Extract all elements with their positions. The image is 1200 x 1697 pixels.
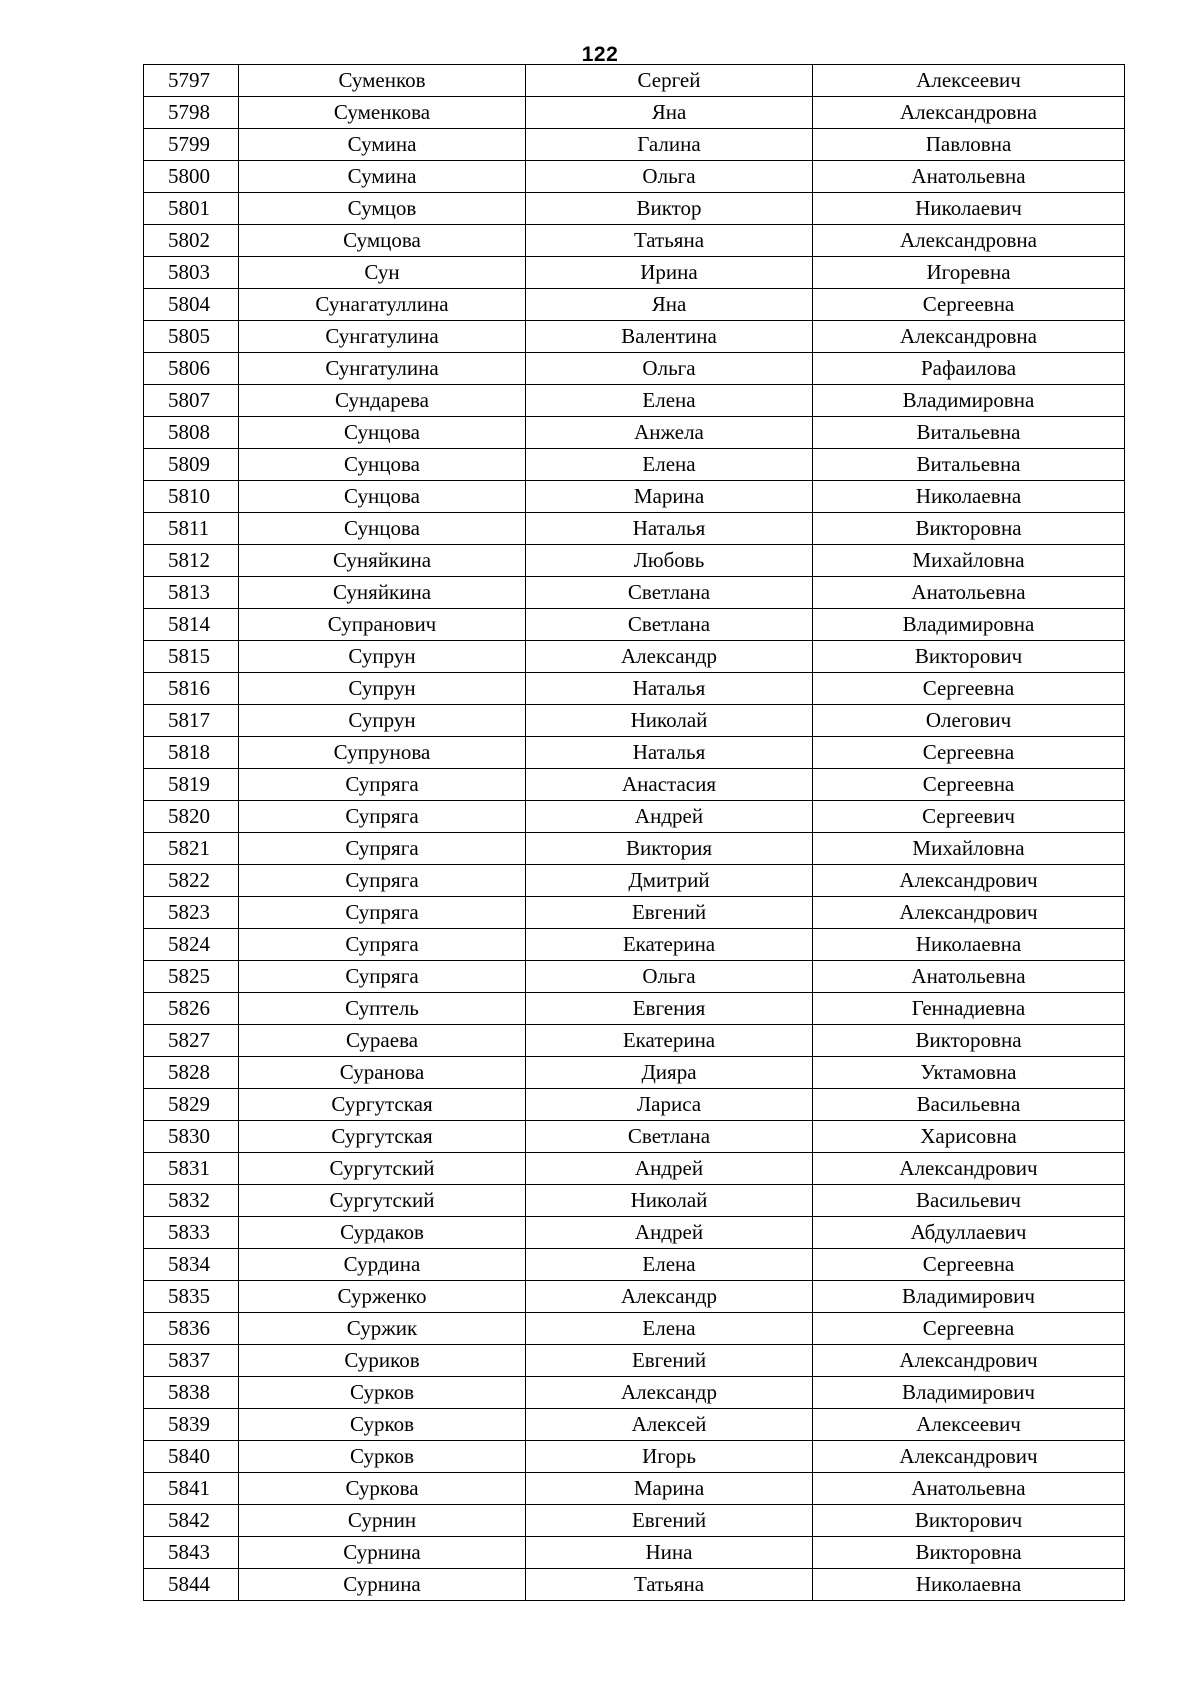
last-name-cell: Сурженко [239, 1281, 526, 1313]
first-name-cell: Евгений [526, 1345, 813, 1377]
last-name-cell: Сурнин [239, 1505, 526, 1537]
name-list-table [143, 64, 1125, 1601]
page-number: 122 [581, 43, 619, 66]
row-number-cell: 5801 [144, 193, 239, 225]
table-row [144, 577, 1125, 609]
row-number-cell: 5843 [144, 1537, 239, 1569]
table-row [144, 1185, 1125, 1217]
patronymic-cell: Владимировна [813, 609, 1125, 641]
row-number-cell: 5816 [144, 673, 239, 705]
first-name-cell: Любовь [526, 545, 813, 577]
first-name-cell: Нина [526, 1537, 813, 1569]
first-name-cell: Александр [526, 1377, 813, 1409]
last-name-cell: Сумцова [239, 225, 526, 257]
table-row [144, 545, 1125, 577]
last-name-cell: Сун [239, 257, 526, 289]
row-number-cell: 5825 [144, 961, 239, 993]
last-name-cell: Сурдина [239, 1249, 526, 1281]
table-row [144, 705, 1125, 737]
first-name-cell: Яна [526, 97, 813, 129]
last-name-cell: Сургутская [239, 1089, 526, 1121]
first-name-cell: Евгений [526, 897, 813, 929]
table-row [144, 1217, 1125, 1249]
first-name-cell: Виктория [526, 833, 813, 865]
patronymic-cell: Викторович [813, 1505, 1125, 1537]
patronymic-cell: Николаевич [813, 193, 1125, 225]
first-name-cell: Марина [526, 1473, 813, 1505]
patronymic-cell: Николаевна [813, 481, 1125, 513]
table-row [144, 961, 1125, 993]
last-name-cell: Сунагатуллина [239, 289, 526, 321]
last-name-cell: Суняйкина [239, 577, 526, 609]
first-name-cell: Елена [526, 1249, 813, 1281]
patronymic-cell: Сергеевна [813, 737, 1125, 769]
first-name-cell: Галина [526, 129, 813, 161]
patronymic-cell: Рафаилова [813, 353, 1125, 385]
row-number-cell: 5823 [144, 897, 239, 929]
row-number-cell: 5824 [144, 929, 239, 961]
table-row [144, 225, 1125, 257]
last-name-cell: Супряга [239, 769, 526, 801]
patronymic-cell: Сергеевна [813, 1249, 1125, 1281]
last-name-cell: Сургутская [239, 1121, 526, 1153]
row-number-cell: 5820 [144, 801, 239, 833]
patronymic-cell: Витальевна [813, 449, 1125, 481]
table-row [144, 1121, 1125, 1153]
patronymic-cell: Сергеевич [813, 801, 1125, 833]
first-name-cell: Евгений [526, 1505, 813, 1537]
last-name-cell: Суржик [239, 1313, 526, 1345]
table-row [144, 1313, 1125, 1345]
last-name-cell: Сураева [239, 1025, 526, 1057]
first-name-cell: Николай [526, 1185, 813, 1217]
row-number-cell: 5799 [144, 129, 239, 161]
patronymic-cell: Александровна [813, 97, 1125, 129]
table-row [144, 1409, 1125, 1441]
table-row [144, 1569, 1125, 1601]
patronymic-cell: Сергеевна [813, 673, 1125, 705]
first-name-cell: Светлана [526, 1121, 813, 1153]
first-name-cell: Ольга [526, 353, 813, 385]
last-name-cell: Супряга [239, 833, 526, 865]
patronymic-cell: Олегович [813, 705, 1125, 737]
row-number-cell: 5813 [144, 577, 239, 609]
last-name-cell: Суняйкина [239, 545, 526, 577]
first-name-cell: Александр [526, 1281, 813, 1313]
last-name-cell: Супрун [239, 673, 526, 705]
row-number-cell: 5807 [144, 385, 239, 417]
table-row [144, 673, 1125, 705]
last-name-cell: Сундарева [239, 385, 526, 417]
patronymic-cell: Владимирович [813, 1377, 1125, 1409]
first-name-cell: Анастасия [526, 769, 813, 801]
row-number-cell: 5821 [144, 833, 239, 865]
last-name-cell: Супряга [239, 801, 526, 833]
patronymic-cell: Викторовна [813, 1025, 1125, 1057]
patronymic-cell: Анатольевна [813, 961, 1125, 993]
patronymic-cell: Алексеевич [813, 1409, 1125, 1441]
last-name-cell: Супрун [239, 705, 526, 737]
patronymic-cell: Сергеевна [813, 1313, 1125, 1345]
patronymic-cell: Владимирович [813, 1281, 1125, 1313]
table-row [144, 289, 1125, 321]
table-row [144, 609, 1125, 641]
row-number-cell: 5815 [144, 641, 239, 673]
last-name-cell: Супряга [239, 865, 526, 897]
name-list-body [144, 65, 1125, 1601]
patronymic-cell: Анатольевна [813, 1473, 1125, 1505]
last-name-cell: Сунцова [239, 481, 526, 513]
patronymic-cell: Анатольевна [813, 577, 1125, 609]
patronymic-cell: Васильевич [813, 1185, 1125, 1217]
last-name-cell: Супряга [239, 961, 526, 993]
table-row [144, 1057, 1125, 1089]
patronymic-cell: Александрович [813, 1441, 1125, 1473]
table-row [144, 801, 1125, 833]
table-row [144, 417, 1125, 449]
first-name-cell: Виктор [526, 193, 813, 225]
last-name-cell: Сунцова [239, 449, 526, 481]
last-name-cell: Сумина [239, 161, 526, 193]
patronymic-cell: Александрович [813, 1153, 1125, 1185]
patronymic-cell: Алексеевич [813, 65, 1125, 97]
table-row [144, 641, 1125, 673]
last-name-cell: Супрун [239, 641, 526, 673]
table-row [144, 449, 1125, 481]
row-number-cell: 5822 [144, 865, 239, 897]
first-name-cell: Яна [526, 289, 813, 321]
table-row [144, 737, 1125, 769]
last-name-cell: Сунцова [239, 417, 526, 449]
table-row [144, 513, 1125, 545]
table-row [144, 1153, 1125, 1185]
patronymic-cell: Сергеевна [813, 769, 1125, 801]
row-number-cell: 5808 [144, 417, 239, 449]
row-number-cell: 5811 [144, 513, 239, 545]
patronymic-cell: Александрович [813, 865, 1125, 897]
row-number-cell: 5804 [144, 289, 239, 321]
last-name-cell: Супранович [239, 609, 526, 641]
row-number-cell: 5841 [144, 1473, 239, 1505]
patronymic-cell: Викторович [813, 641, 1125, 673]
first-name-cell: Наталья [526, 673, 813, 705]
last-name-cell: Сунгатулина [239, 321, 526, 353]
first-name-cell: Игорь [526, 1441, 813, 1473]
patronymic-cell: Витальевна [813, 417, 1125, 449]
table-row [144, 833, 1125, 865]
table-row [144, 865, 1125, 897]
first-name-cell: Лариса [526, 1089, 813, 1121]
table-row [144, 65, 1125, 97]
last-name-cell: Супряга [239, 897, 526, 929]
first-name-cell: Екатерина [526, 929, 813, 961]
patronymic-cell: Александрович [813, 897, 1125, 929]
first-name-cell: Татьяна [526, 1569, 813, 1601]
first-name-cell: Ольга [526, 161, 813, 193]
first-name-cell: Наталья [526, 737, 813, 769]
row-number-cell: 5800 [144, 161, 239, 193]
patronymic-cell: Анатольевна [813, 161, 1125, 193]
first-name-cell: Светлана [526, 577, 813, 609]
table-row [144, 1089, 1125, 1121]
first-name-cell: Николай [526, 705, 813, 737]
table-row [144, 481, 1125, 513]
first-name-cell: Алексей [526, 1409, 813, 1441]
first-name-cell: Екатерина [526, 1025, 813, 1057]
patronymic-cell: Михайловна [813, 545, 1125, 577]
patronymic-cell: Александровна [813, 225, 1125, 257]
row-number-cell: 5828 [144, 1057, 239, 1089]
table-row [144, 97, 1125, 129]
table-row [144, 129, 1125, 161]
table-row [144, 1281, 1125, 1313]
row-number-cell: 5818 [144, 737, 239, 769]
table-row [144, 897, 1125, 929]
row-number-cell: 5797 [144, 65, 239, 97]
first-name-cell: Елена [526, 385, 813, 417]
last-name-cell: Суменкова [239, 97, 526, 129]
first-name-cell: Сергей [526, 65, 813, 97]
last-name-cell: Сурков [239, 1377, 526, 1409]
table-row [144, 769, 1125, 801]
table-row [144, 1345, 1125, 1377]
patronymic-cell: Александровна [813, 321, 1125, 353]
table-row [144, 193, 1125, 225]
row-number-cell: 5840 [144, 1441, 239, 1473]
row-number-cell: 5809 [144, 449, 239, 481]
first-name-cell: Анжела [526, 417, 813, 449]
row-number-cell: 5835 [144, 1281, 239, 1313]
first-name-cell: Ирина [526, 257, 813, 289]
row-number-cell: 5836 [144, 1313, 239, 1345]
last-name-cell: Суптель [239, 993, 526, 1025]
table-row [144, 257, 1125, 289]
last-name-cell: Сумина [239, 129, 526, 161]
first-name-cell: Наталья [526, 513, 813, 545]
row-number-cell: 5842 [144, 1505, 239, 1537]
first-name-cell: Андрей [526, 801, 813, 833]
row-number-cell: 5805 [144, 321, 239, 353]
table-row [144, 1473, 1125, 1505]
patronymic-cell: Александрович [813, 1345, 1125, 1377]
row-number-cell: 5802 [144, 225, 239, 257]
first-name-cell: Дмитрий [526, 865, 813, 897]
patronymic-cell: Абдуллаевич [813, 1217, 1125, 1249]
table-row [144, 1249, 1125, 1281]
last-name-cell: Сургутский [239, 1153, 526, 1185]
table-row [144, 1377, 1125, 1409]
table-row [144, 353, 1125, 385]
first-name-cell: Валентина [526, 321, 813, 353]
row-number-cell: 5819 [144, 769, 239, 801]
first-name-cell: Андрей [526, 1153, 813, 1185]
first-name-cell: Марина [526, 481, 813, 513]
table-row [144, 1441, 1125, 1473]
row-number-cell: 5832 [144, 1185, 239, 1217]
patronymic-cell: Николаевна [813, 929, 1125, 961]
first-name-cell: Елена [526, 449, 813, 481]
first-name-cell: Александр [526, 641, 813, 673]
table-row [144, 321, 1125, 353]
patronymic-cell: Николаевна [813, 1569, 1125, 1601]
row-number-cell: 5817 [144, 705, 239, 737]
patronymic-cell: Павловна [813, 129, 1125, 161]
last-name-cell: Сумцов [239, 193, 526, 225]
patronymic-cell: Владимировна [813, 385, 1125, 417]
patronymic-cell: Михайловна [813, 833, 1125, 865]
last-name-cell: Сурдаков [239, 1217, 526, 1249]
row-number-cell: 5829 [144, 1089, 239, 1121]
first-name-cell: Андрей [526, 1217, 813, 1249]
last-name-cell: Сурнина [239, 1537, 526, 1569]
patronymic-cell: Игоревна [813, 257, 1125, 289]
row-number-cell: 5844 [144, 1569, 239, 1601]
row-number-cell: 5812 [144, 545, 239, 577]
table-row [144, 161, 1125, 193]
row-number-cell: 5810 [144, 481, 239, 513]
last-name-cell: Суркова [239, 1473, 526, 1505]
last-name-cell: Суриков [239, 1345, 526, 1377]
row-number-cell: 5830 [144, 1121, 239, 1153]
last-name-cell: Сурнина [239, 1569, 526, 1601]
last-name-cell: Супряга [239, 929, 526, 961]
table-row [144, 385, 1125, 417]
patronymic-cell: Викторовна [813, 513, 1125, 545]
patronymic-cell: Уктамовна [813, 1057, 1125, 1089]
row-number-cell: 5827 [144, 1025, 239, 1057]
row-number-cell: 5806 [144, 353, 239, 385]
last-name-cell: Сургутский [239, 1185, 526, 1217]
table-row [144, 929, 1125, 961]
table-row [144, 1505, 1125, 1537]
patronymic-cell: Сергеевна [813, 289, 1125, 321]
last-name-cell: Сурков [239, 1441, 526, 1473]
last-name-cell: Сунгатулина [239, 353, 526, 385]
row-number-cell: 5839 [144, 1409, 239, 1441]
table-row [144, 1537, 1125, 1569]
patronymic-cell: Викторовна [813, 1537, 1125, 1569]
patronymic-cell: Васильевна [813, 1089, 1125, 1121]
first-name-cell: Елена [526, 1313, 813, 1345]
table-row [144, 1025, 1125, 1057]
last-name-cell: Супрунова [239, 737, 526, 769]
row-number-cell: 5826 [144, 993, 239, 1025]
patronymic-cell: Геннадиевна [813, 993, 1125, 1025]
last-name-cell: Сурков [239, 1409, 526, 1441]
first-name-cell: Татьяна [526, 225, 813, 257]
row-number-cell: 5798 [144, 97, 239, 129]
table-row [144, 993, 1125, 1025]
first-name-cell: Евгения [526, 993, 813, 1025]
last-name-cell: Суменков [239, 65, 526, 97]
first-name-cell: Ольга [526, 961, 813, 993]
last-name-cell: Сунцова [239, 513, 526, 545]
row-number-cell: 5833 [144, 1217, 239, 1249]
row-number-cell: 5831 [144, 1153, 239, 1185]
row-number-cell: 5803 [144, 257, 239, 289]
row-number-cell: 5834 [144, 1249, 239, 1281]
first-name-cell: Светлана [526, 609, 813, 641]
row-number-cell: 5837 [144, 1345, 239, 1377]
row-number-cell: 5838 [144, 1377, 239, 1409]
patronymic-cell: Харисовна [813, 1121, 1125, 1153]
row-number-cell: 5814 [144, 609, 239, 641]
last-name-cell: Суранова [239, 1057, 526, 1089]
first-name-cell: Дияра [526, 1057, 813, 1089]
